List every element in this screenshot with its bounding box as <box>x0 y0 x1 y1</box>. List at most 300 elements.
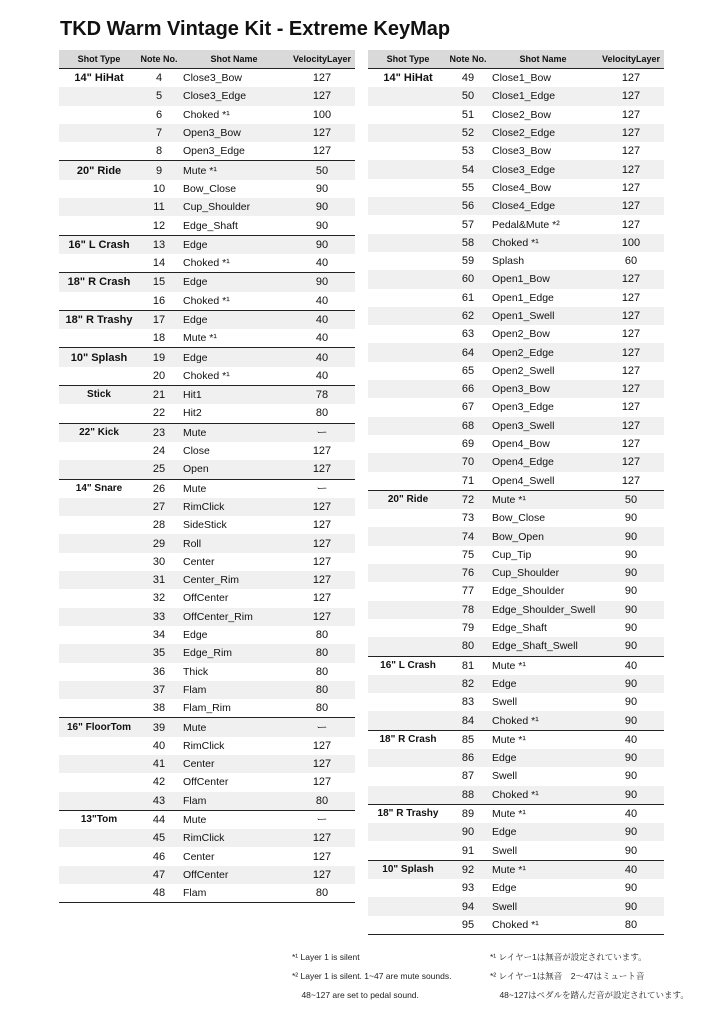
table-row <box>59 644 355 662</box>
shot-type-cell <box>59 142 139 161</box>
velocity-cell: 90 <box>315 182 329 195</box>
shot-type-cell <box>368 124 448 142</box>
shot-type-cell <box>59 216 139 235</box>
table-row <box>59 69 355 88</box>
shot-name-cell: Edge <box>488 823 598 841</box>
shot-type-cell <box>368 527 448 545</box>
shot-type-cell <box>59 498 139 516</box>
shot-name-cell: Mute *¹ <box>179 161 289 180</box>
header-shot-type: Shot Type <box>59 50 139 69</box>
note-number-cell: 91 <box>461 844 475 857</box>
note-number-cell: 5 <box>139 87 179 105</box>
shot-name-cell: Center <box>183 850 215 863</box>
shot-type-cell <box>368 619 448 637</box>
velocity-cell: 127 <box>289 498 355 516</box>
shot-name-cell: Edge <box>488 749 598 767</box>
note-number-cell: 64 <box>448 343 488 361</box>
shot-name-cell: Center <box>179 755 289 773</box>
shot-name-cell: SideStick <box>183 519 227 532</box>
shot-name-cell: Close2_Bow <box>492 108 551 121</box>
table-row <box>368 823 664 841</box>
note-number-cell: 82 <box>448 675 488 693</box>
velocity-cell: 90 <box>624 622 638 635</box>
velocity-cell: 127 <box>289 460 355 479</box>
velocity-cell: 127 <box>621 72 641 85</box>
shot-type-cell <box>59 571 139 589</box>
table-row <box>368 711 664 730</box>
shot-name-cell: Cup_Tip <box>492 548 532 561</box>
velocity-cell: 80 <box>289 792 355 811</box>
table-header-row <box>59 50 355 69</box>
note-number-cell: 59 <box>461 255 475 268</box>
note-number-cell: 85 <box>448 730 488 749</box>
shot-type-cell <box>368 711 448 730</box>
table-row <box>368 564 664 582</box>
velocity-cell: 127 <box>289 866 355 884</box>
shot-type-cell: 16" L Crash <box>59 235 139 254</box>
shot-name-cell: Edge_Shoulder <box>492 585 565 598</box>
table-row <box>59 180 355 198</box>
table-row <box>59 553 355 571</box>
note-number-cell: 88 <box>448 786 488 805</box>
velocity-cell: 127 <box>621 438 641 451</box>
shot-name-cell: Open4_Bow <box>492 438 550 451</box>
shot-type-cell <box>368 453 448 471</box>
note-number-cell: 93 <box>461 882 475 895</box>
table-row <box>368 693 664 711</box>
table-row <box>368 637 664 656</box>
shot-type-cell <box>368 307 448 325</box>
table-row <box>368 472 664 491</box>
note-number-cell: 37 <box>139 681 179 699</box>
note-number-cell: 34 <box>152 629 166 642</box>
note-number-cell: 43 <box>139 792 179 811</box>
shot-name-cell: Edge_Shaft_Swell <box>488 637 598 656</box>
header-note-no: Note No. <box>448 50 488 69</box>
table-row <box>59 571 355 589</box>
velocity-cell: 90 <box>598 786 664 805</box>
table-row <box>59 810 355 829</box>
note-number-cell: 8 <box>155 145 163 158</box>
table-row <box>59 589 355 607</box>
note-number-cell: 50 <box>448 87 488 105</box>
table-row <box>368 362 664 380</box>
velocity-cell: 90 <box>624 696 638 709</box>
shot-name-cell: Mute *¹ <box>183 332 217 345</box>
shot-name-cell: Open2_Bow <box>492 328 550 341</box>
shot-name-cell: RimClick <box>179 498 289 516</box>
note-number-cell: 46 <box>152 850 166 863</box>
table-row <box>368 417 664 435</box>
table-row <box>59 310 355 329</box>
shot-type-cell <box>368 897 448 915</box>
note-number-cell: 71 <box>461 474 475 487</box>
note-number-cell: 7 <box>139 124 179 142</box>
shot-name-cell: Bow_Close <box>183 182 237 195</box>
note-number-cell: 17 <box>139 310 179 329</box>
note-number-cell: 28 <box>152 519 166 532</box>
shot-type-cell <box>368 215 448 233</box>
table-row <box>368 767 664 785</box>
shot-type-cell <box>59 847 139 865</box>
shot-name-cell: Close3_Bow <box>492 145 551 158</box>
velocity-cell: 90 <box>598 897 664 915</box>
velocity-cell: 100 <box>312 108 332 121</box>
shot-name-cell: Roll <box>179 534 289 552</box>
shot-type-cell <box>59 329 139 348</box>
shot-name-cell: Pedal&Mute *² <box>492 218 560 231</box>
velocity-cell: 90 <box>289 235 355 254</box>
shot-name-cell: Open2_Swell <box>492 364 555 377</box>
note-number-cell: 47 <box>139 866 179 884</box>
shot-name-cell: OffCenter <box>183 776 229 789</box>
table-row <box>59 423 355 442</box>
note-number-cell: 31 <box>139 571 179 589</box>
shot-type-cell <box>59 254 139 273</box>
table-row <box>59 235 355 254</box>
shot-type-cell <box>368 197 448 215</box>
shot-name-cell: Edge <box>179 235 289 254</box>
shot-name-cell: Choked *¹ <box>183 294 230 307</box>
velocity-cell: 127 <box>598 124 664 142</box>
table-row <box>368 435 664 453</box>
shot-type-cell: 10" Splash <box>368 860 448 879</box>
shot-type-cell <box>59 792 139 811</box>
note-number-cell: 20 <box>152 369 166 382</box>
shot-type-cell <box>59 180 139 198</box>
note-number-cell: 41 <box>139 755 179 773</box>
shot-type-cell: 14" HiHat <box>383 72 433 85</box>
velocity-cell: 90 <box>598 564 664 582</box>
footnote-2-en: *² Layer 1 is silent. 1~47 are mute sounds. <box>292 971 452 981</box>
footnote-2-jp: *² レイヤー1は無音 2～47はミュート音 <box>490 971 645 981</box>
shot-type-cell: 20" Ride <box>368 490 448 509</box>
table-row <box>368 142 664 160</box>
note-number-cell: 15 <box>139 273 179 292</box>
shot-name-cell: Edge_Rim <box>179 644 289 662</box>
note-number-cell: 30 <box>152 555 166 568</box>
shot-type-cell: 14" HiHat <box>74 72 124 85</box>
table-row <box>59 847 355 865</box>
velocity-cell: 90 <box>289 198 355 216</box>
velocity-cell: 80 <box>289 681 355 699</box>
note-number-cell: 94 <box>448 897 488 915</box>
table-row <box>368 546 664 564</box>
shot-type-cell <box>59 553 139 571</box>
velocity-cell: 40 <box>598 656 664 675</box>
header-shot-type: Shot Type <box>368 50 448 69</box>
shot-type-cell <box>368 637 448 656</box>
shot-type-cell: 14" Snare <box>59 479 139 498</box>
note-number-cell: 86 <box>448 749 488 767</box>
shot-name-cell: Open1_Swell <box>488 307 598 325</box>
table-row <box>368 490 664 509</box>
table-row <box>368 453 664 471</box>
shot-type-cell <box>59 884 139 903</box>
shot-type-cell <box>368 398 448 416</box>
velocity-cell: 127 <box>312 72 332 85</box>
shot-type-cell <box>59 663 139 681</box>
header-note-no: Note No. <box>139 50 179 69</box>
table-row <box>59 479 355 498</box>
table-row <box>59 534 355 552</box>
shot-name-cell: Edge <box>179 310 289 329</box>
shot-name-cell: Close3_Edge <box>179 87 289 105</box>
shot-name-cell: Cup_Shoulder <box>488 564 598 582</box>
velocity-cell: 127 <box>598 270 664 288</box>
shot-type-cell <box>368 749 448 767</box>
shot-name-cell: Open3_Edge <box>183 145 245 158</box>
shot-name-cell: Flam_Rim <box>183 702 231 715</box>
shot-name-cell: Close <box>183 445 210 458</box>
table-row <box>59 608 355 626</box>
velocity-cell: 127 <box>289 571 355 589</box>
velocity-cell: 90 <box>598 527 664 545</box>
note-number-cell: 44 <box>139 810 179 829</box>
velocity-cell: 90 <box>624 844 638 857</box>
velocity-cell: 90 <box>624 770 638 783</box>
note-number-cell: 11 <box>139 198 179 216</box>
velocity-cell: 40 <box>315 294 329 307</box>
shot-name-cell: Choked *¹ <box>488 786 598 805</box>
table-row <box>368 398 664 416</box>
velocity-cell: 90 <box>598 637 664 656</box>
shot-type-cell: 18" R Crash <box>59 273 139 292</box>
note-number-cell: 42 <box>152 776 166 789</box>
shot-name-cell: Close2_Edge <box>488 124 598 142</box>
note-number-cell: 87 <box>461 770 475 783</box>
shot-name-cell: Close3_Bow <box>183 72 242 85</box>
velocity-cell: 80 <box>289 644 355 662</box>
note-number-cell: 72 <box>448 490 488 509</box>
note-number-cell: 92 <box>448 860 488 879</box>
shot-type-cell <box>368 675 448 693</box>
velocity-cell: 127 <box>289 829 355 847</box>
velocity-cell: 127 <box>312 145 332 158</box>
shot-type-cell <box>368 380 448 398</box>
note-number-cell: 81 <box>448 656 488 675</box>
table-row <box>59 681 355 699</box>
shot-type-cell <box>368 823 448 841</box>
note-number-cell: 25 <box>139 460 179 479</box>
shot-type-cell: 16" L Crash <box>368 656 448 675</box>
shot-type-cell <box>59 442 139 460</box>
shot-name-cell: Open2_Edge <box>488 343 598 361</box>
note-number-cell: 57 <box>461 218 475 231</box>
note-number-cell: 62 <box>448 307 488 325</box>
velocity-cell: 127 <box>598 417 664 435</box>
table-row <box>59 106 355 124</box>
footnotes-english <box>292 948 451 1005</box>
shot-name-cell: Flam <box>179 884 289 903</box>
note-number-cell: 29 <box>139 534 179 552</box>
note-number-cell: 70 <box>448 453 488 471</box>
table-row <box>59 442 355 460</box>
table-row <box>59 87 355 105</box>
velocity-cell: 40 <box>315 332 329 345</box>
shot-type-cell <box>368 252 448 270</box>
shot-name-cell: Open4_Edge <box>488 453 598 471</box>
note-number-cell: 51 <box>461 108 475 121</box>
note-number-cell: 24 <box>152 445 166 458</box>
shot-type-cell <box>59 829 139 847</box>
table-row <box>368 841 664 860</box>
velocity-cell: 50 <box>598 490 664 509</box>
shot-name-cell: Flam <box>179 681 289 699</box>
shot-type-cell <box>59 737 139 755</box>
table-row <box>368 897 664 915</box>
shot-name-cell: Open1_Edge <box>492 291 554 304</box>
velocity-cell: 90 <box>289 273 355 292</box>
velocity-cell: 127 <box>598 87 664 105</box>
table-row <box>368 916 664 935</box>
shot-name-cell: Mute <box>179 718 289 737</box>
shot-type-cell <box>59 681 139 699</box>
table-row <box>368 124 664 142</box>
header-shot-name: Shot Name <box>179 50 289 69</box>
shot-name-cell: Close1_Edge <box>488 87 598 105</box>
shot-type-cell <box>59 866 139 884</box>
shot-name-cell: Swell <box>492 770 518 783</box>
table-row <box>368 582 664 600</box>
shot-type-cell <box>368 289 448 307</box>
table-row <box>368 675 664 693</box>
velocity-cell: 90 <box>598 675 664 693</box>
footnote-1-jp: *¹ レイヤー1は無音が設定されています。 <box>490 952 647 962</box>
table-row <box>59 829 355 847</box>
shot-name-cell: Open <box>179 460 289 479</box>
note-number-cell: 73 <box>461 512 475 525</box>
note-number-cell: 53 <box>461 145 475 158</box>
shot-name-cell: Close4_Bow <box>492 181 551 194</box>
table-row <box>59 460 355 479</box>
shot-type-cell <box>368 879 448 897</box>
velocity-cell: 90 <box>624 548 638 561</box>
velocity-cell: 127 <box>598 307 664 325</box>
velocity-cell: 127 <box>598 380 664 398</box>
shot-name-cell: Edge <box>179 273 289 292</box>
shot-name-cell: Open3_Edge <box>492 401 554 414</box>
page-title: TKD Warm Vintage Kit - Extreme KeyMap <box>60 18 451 40</box>
shot-name-cell: Center_Rim <box>179 571 289 589</box>
shot-type-cell <box>368 786 448 805</box>
note-number-cell: 39 <box>139 718 179 737</box>
note-number-cell: 4 <box>155 72 163 85</box>
shot-name-cell: Choked *¹ <box>488 234 598 252</box>
velocity-cell: 90 <box>624 512 638 525</box>
shot-name-cell: Hit2 <box>183 407 202 420</box>
shot-name-cell: Choked *¹ <box>488 711 598 730</box>
shot-type-cell <box>59 534 139 552</box>
velocity-cell: 127 <box>312 555 332 568</box>
note-number-cell: 32 <box>152 592 166 605</box>
table-row <box>368 860 664 879</box>
table-row <box>368 619 664 637</box>
note-number-cell: 78 <box>448 601 488 619</box>
note-number-cell: 10 <box>152 182 166 195</box>
velocity-cell: 80 <box>598 916 664 935</box>
table-row <box>59 348 355 367</box>
shot-name-cell: Close4_Edge <box>488 197 598 215</box>
table-row <box>368 160 664 178</box>
note-number-cell: 61 <box>461 291 475 304</box>
shot-name-cell: Open3_Bow <box>179 124 289 142</box>
note-number-cell: 23 <box>139 423 179 442</box>
shot-name-cell: Swell <box>492 696 518 709</box>
shot-type-cell <box>368 509 448 527</box>
note-number-cell: 26 <box>139 479 179 498</box>
table-row <box>368 527 664 545</box>
velocity-cell: 127 <box>621 145 641 158</box>
velocity-cell: 60 <box>624 255 638 268</box>
velocity-cell: 127 <box>312 776 332 789</box>
table-row <box>368 786 664 805</box>
velocity-cell: ー <box>289 423 355 442</box>
shot-type-cell <box>368 106 448 124</box>
table-row <box>59 773 355 791</box>
shot-type-cell <box>368 767 448 785</box>
velocity-cell: 40 <box>598 860 664 879</box>
velocity-cell: 127 <box>598 453 664 471</box>
keymap-table-right <box>368 50 664 935</box>
note-number-cell: 13 <box>139 235 179 254</box>
shot-name-cell: Open3_Bow <box>488 380 598 398</box>
table-row <box>59 755 355 773</box>
table-row <box>59 626 355 644</box>
velocity-cell: 127 <box>289 608 355 626</box>
shot-name-cell: Flam <box>179 792 289 811</box>
shot-name-cell: Mute <box>179 810 289 829</box>
note-number-cell: 49 <box>461 72 475 85</box>
shot-type-cell <box>368 582 448 600</box>
shot-type-cell <box>59 626 139 644</box>
footnote-1-en: *¹ Layer 1 is silent <box>292 952 360 962</box>
velocity-cell: 90 <box>598 749 664 767</box>
table-row <box>368 179 664 197</box>
table-row <box>59 516 355 534</box>
shot-type-cell <box>59 589 139 607</box>
table-row <box>368 289 664 307</box>
shot-name-cell: OffCenter <box>183 592 229 605</box>
shot-type-cell: 18" R Trashy <box>59 310 139 329</box>
table-row <box>59 386 355 405</box>
note-number-cell: 40 <box>152 739 166 752</box>
table-row <box>59 498 355 516</box>
velocity-cell: 127 <box>289 87 355 105</box>
velocity-cell: 40 <box>315 369 329 382</box>
note-number-cell: 9 <box>139 161 179 180</box>
shot-name-cell: Mute *¹ <box>488 656 598 675</box>
shot-name-cell: Choked *¹ <box>183 369 230 382</box>
shot-name-cell: Edge_Shaft <box>183 219 238 232</box>
shot-name-cell: OffCenter <box>179 866 289 884</box>
velocity-cell: 50 <box>289 161 355 180</box>
velocity-cell: 90 <box>598 823 664 841</box>
note-number-cell: 55 <box>461 181 475 194</box>
note-number-cell: 68 <box>448 417 488 435</box>
footnotes-japanese <box>490 948 689 1005</box>
note-number-cell: 12 <box>152 219 166 232</box>
velocity-cell: 127 <box>621 328 641 341</box>
table-row <box>368 215 664 233</box>
note-number-cell: 67 <box>461 401 475 414</box>
shot-type-cell <box>59 460 139 479</box>
note-number-cell: 16 <box>152 294 166 307</box>
note-number-cell: 56 <box>448 197 488 215</box>
shot-name-cell: Hit1 <box>179 386 289 405</box>
shot-type-cell <box>59 292 139 311</box>
shot-type-cell <box>368 179 448 197</box>
